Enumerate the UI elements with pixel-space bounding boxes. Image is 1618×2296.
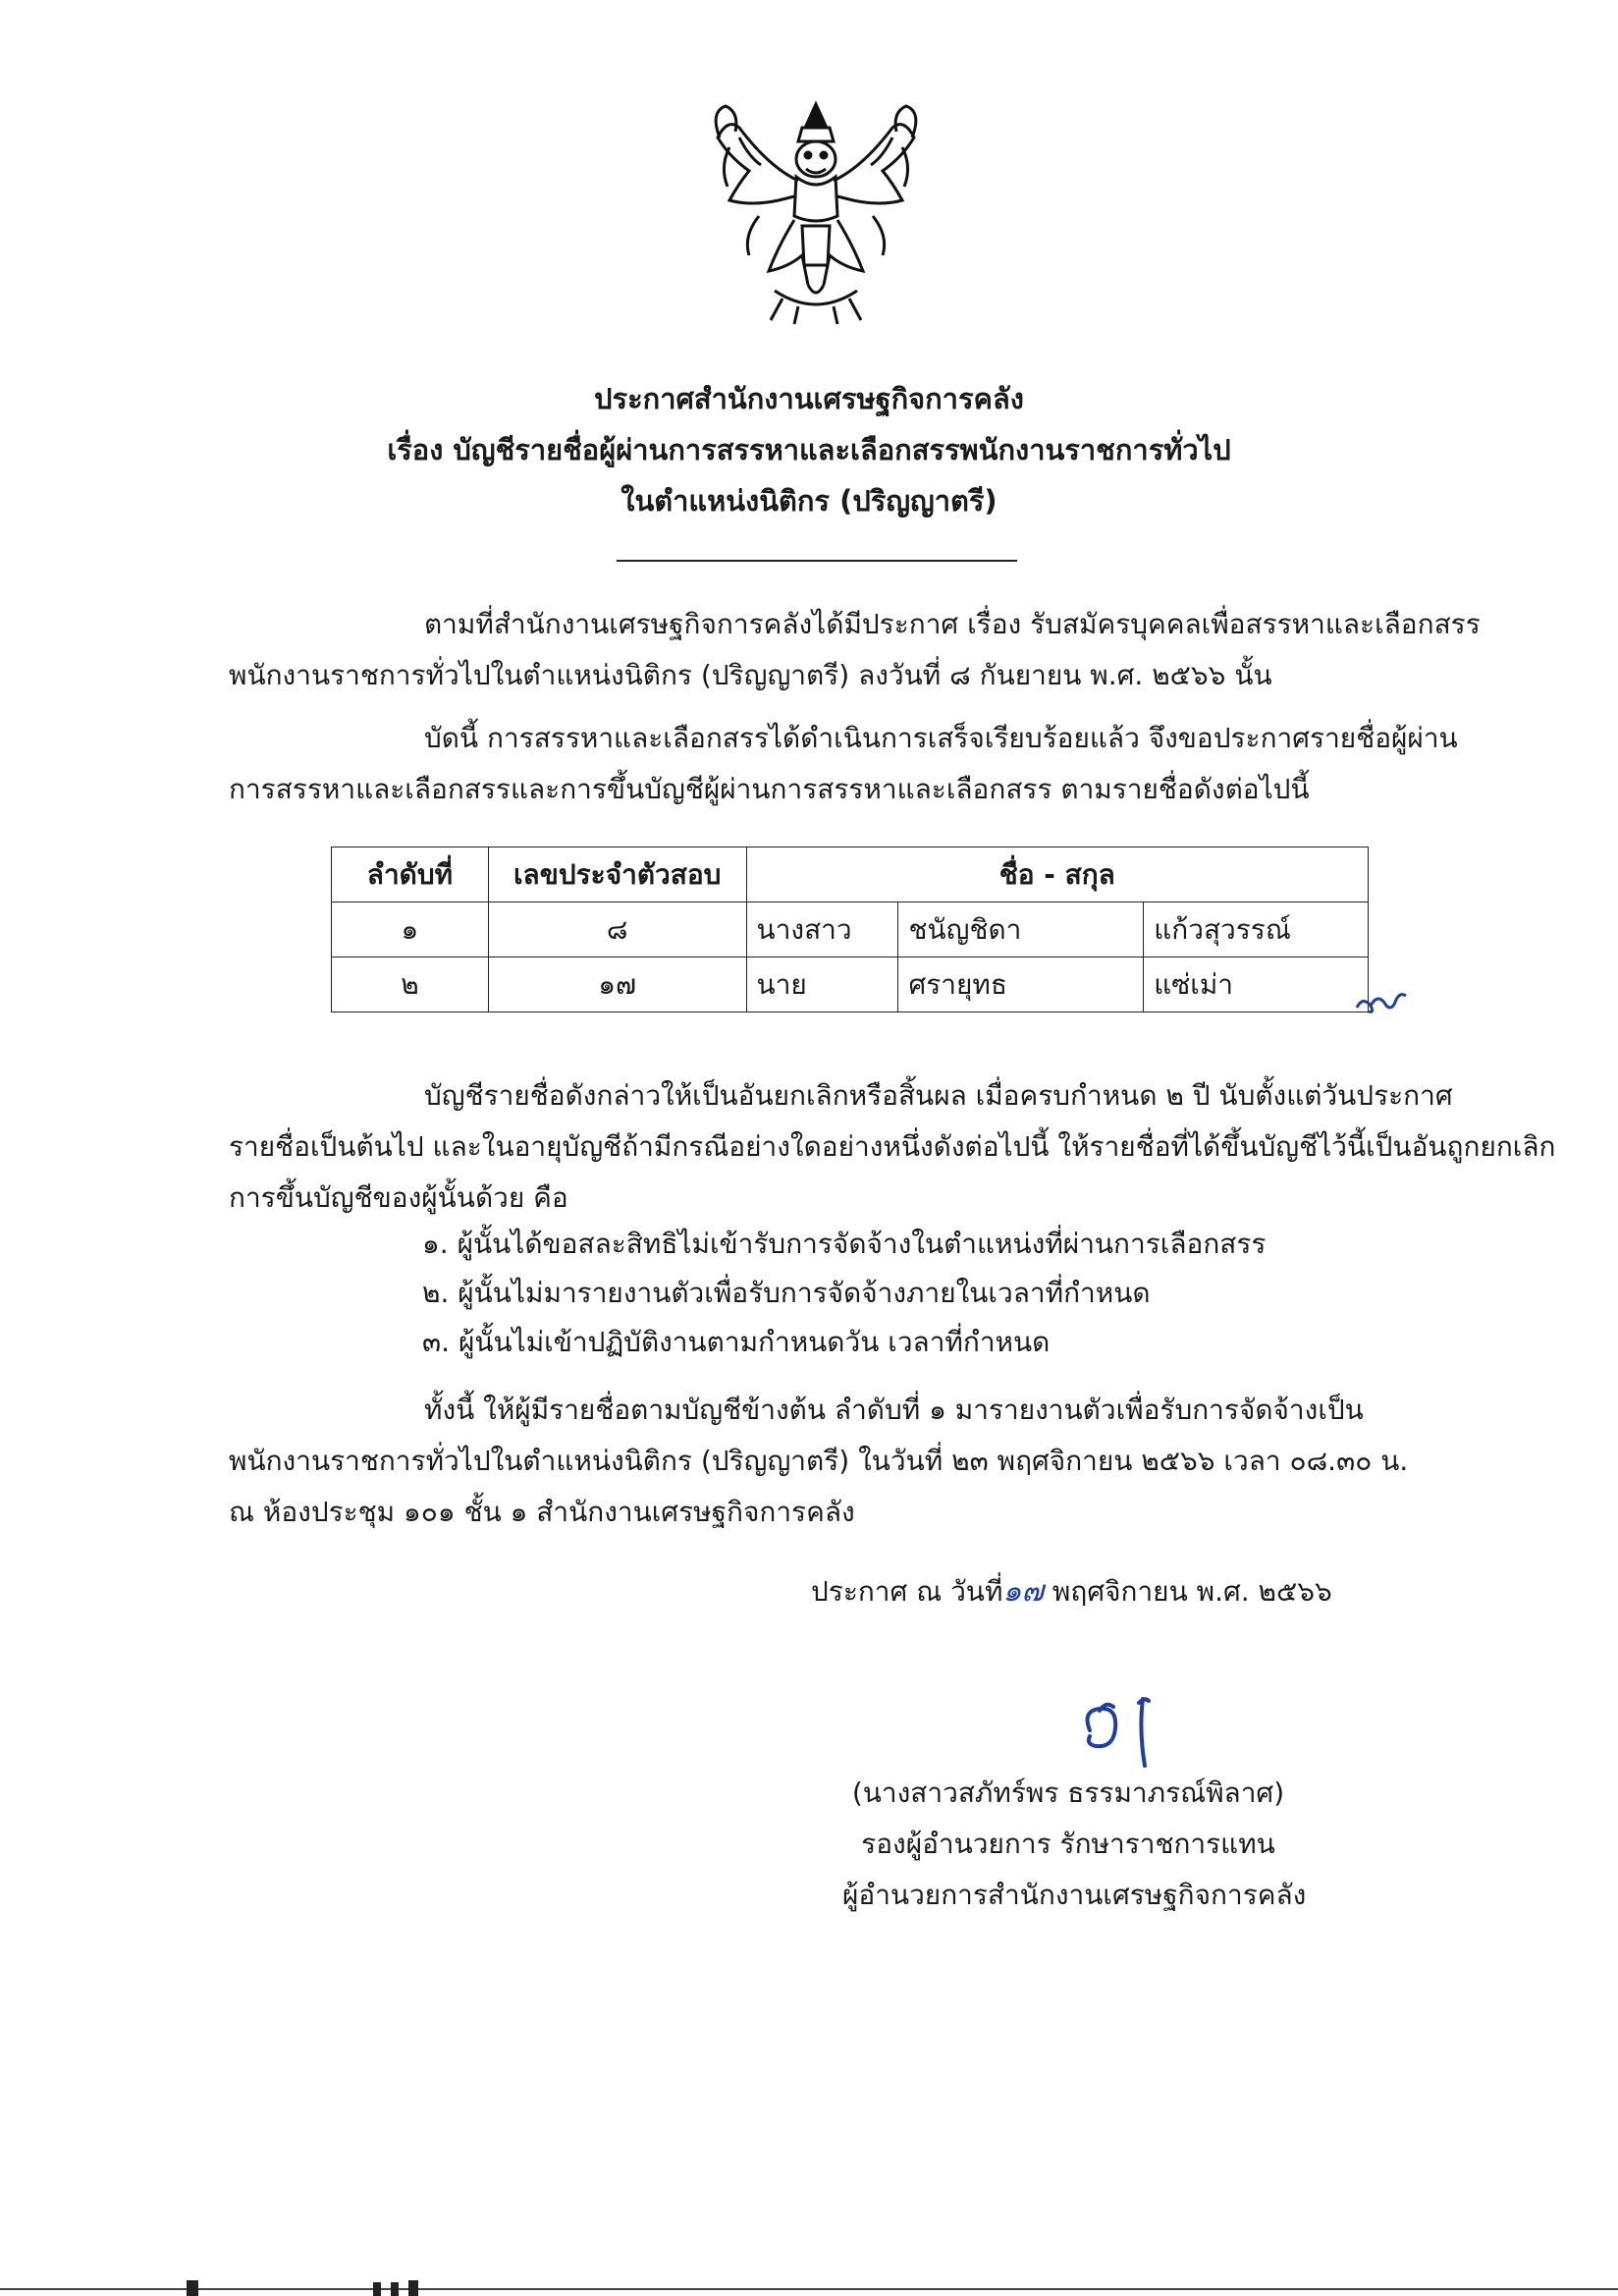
- list-item: ๓. ผู้นั้นไม่เข้าปฏิบัติงานตามกำหนดวัน เวลาที่กำหนด: [422, 1326, 1051, 1358]
- signatory-block: [842, 1768, 1307, 1921]
- scan-edge-artifact: [0, 2276, 1618, 2296]
- cell-first-name: ศรายุทธ: [898, 957, 1144, 1012]
- cell-exam-id: ๑๗: [488, 957, 746, 1012]
- header-exam-id: เลขประจำตัวสอบ: [488, 847, 746, 902]
- intro-paragraph-2: บัดนี้ การสรรหาและเลือกสรรได้ดำเนินการเสร็จเรียบร้อยแล้ว จึงขอประกาศรายชื่อผู้ผ่าน การสรรหาและเลือกสรรและการขึ้นบัญชีผู้ผ่านการสรรหาและเลือกสรร ตามรายชื่อดังต่อไปนี้: [229, 722, 1458, 805]
- announcement-date: ประกาศ ณ วันที่๑๗ พฤศจิกายน พ.ศ. ๒๕๖๖: [811, 1574, 1332, 1609]
- cell-order: ๑: [332, 902, 489, 957]
- report-paragraph: ทั้งนี้ ให้ผู้มีรายชื่อตามบัญชีข้างต้น ลำดับที่ ๑ มารายงานตัวเพื่อรับการจัดจ้างเป็น พนักงานราชการทั่วไปในตำแหน่งนิติกร (ปริญญาตรี) ในวันที่ ๒๓ พฤศจิกายน ๒๕๖๖ เวลา ๐๘.๓๐ น. ณ ห้องประชุม ๑๐๑ ชั้น ๑ สำนักงานเศรษฐกิจการคลัง: [229, 1394, 1409, 1528]
- cell-order: ๒: [332, 957, 489, 1012]
- candidate-table: [331, 847, 1369, 1012]
- title-line-3: ในตำแหน่งนิติกร (ปริญญาตรี): [620, 484, 998, 518]
- table-row: [332, 902, 1369, 957]
- title-divider: [617, 560, 1017, 562]
- title-line-2: เรื่อง บัญชีรายชื่อผู้ผ่านการสรรหาและเลือกสรรพนักงานราชการทั่วไป: [387, 433, 1231, 466]
- announcement-title: [0, 373, 1618, 526]
- cell-prefix: นางสาว: [746, 902, 898, 957]
- cancellation-conditions-list: [422, 1220, 1266, 1367]
- handwritten-signature: [1060, 1681, 1208, 1779]
- garuda-emblem: [700, 98, 932, 326]
- list-item: ๒. ผู้นั้นไม่มารายงานตัวเพื่อรับการจัดจ้างภายในเวลาที่กำหนด: [422, 1277, 1151, 1309]
- signatory-name: (นางสาวสภัทร์พร ธรรมาภรณ์พิลาศ): [851, 1777, 1285, 1809]
- handwritten-day: ๑๗: [1002, 1574, 1045, 1609]
- cell-exam-id: ๘: [488, 902, 746, 957]
- intro-paragraph-1: ตามที่สำนักงานเศรษฐกิจการคลังได้มีประกาศ เรื่อง รับสมัครบุคคลเพื่อสรรหาและเลือกสรร พนักงานราชการทั่วไปในตำแหน่งนิติกร (ปริญญาตรี) ลงวันที่ ๘ กันยายน พ.ศ. ๒๕๖๖ นั้น: [229, 608, 1481, 691]
- table-row: [332, 957, 1369, 1012]
- signatory-position-1: รองผู้อำนวยการ รักษาราชการแทน: [861, 1828, 1275, 1860]
- cell-first-name: ชนัญชิดา: [898, 902, 1144, 957]
- validity-paragraph: บัญชีรายชื่อดังกล่าวให้เป็นอันยกเลิกหรือสิ้นผล เมื่อครบกำหนด ๒ ปี นับตั้งแต่วันประกาศ รายชื่อเป็นต้นไป และในอายุบัญชีถ้ามีกรณีอย่างใดอย่างหนึ่งดังต่อไปนี้ ให้รายชื่อที่ได้ขึ้นบัญชีไว้นี้เป็นอันถูกยกเลิก การขึ้นบัญชีของผู้นั้นด้วย คือ: [229, 1079, 1556, 1214]
- handwritten-initial-mark: [1353, 982, 1410, 1021]
- cell-last-name: แซ่เม่า: [1144, 957, 1369, 1012]
- signatory-position-2: ผู้อำนวยการสำนักงานเศรษฐกิจการคลัง: [842, 1879, 1307, 1911]
- cell-prefix: นาย: [746, 957, 898, 1012]
- title-line-1: ประกาศสำนักงานเศรษฐกิจการคลัง: [594, 382, 1024, 415]
- table-header-row: [332, 847, 1369, 902]
- list-item: ๑. ผู้นั้นได้ขอสละสิทธิไม่เข้ารับการจัดจ้างในตำแหน่งที่ผ่านการเลือกสรร: [422, 1228, 1267, 1260]
- header-name: ชื่อ - สกุล: [746, 847, 1368, 902]
- header-order: ลำดับที่: [332, 847, 489, 902]
- cell-last-name: แก้วสุวรรณ์: [1144, 902, 1369, 957]
